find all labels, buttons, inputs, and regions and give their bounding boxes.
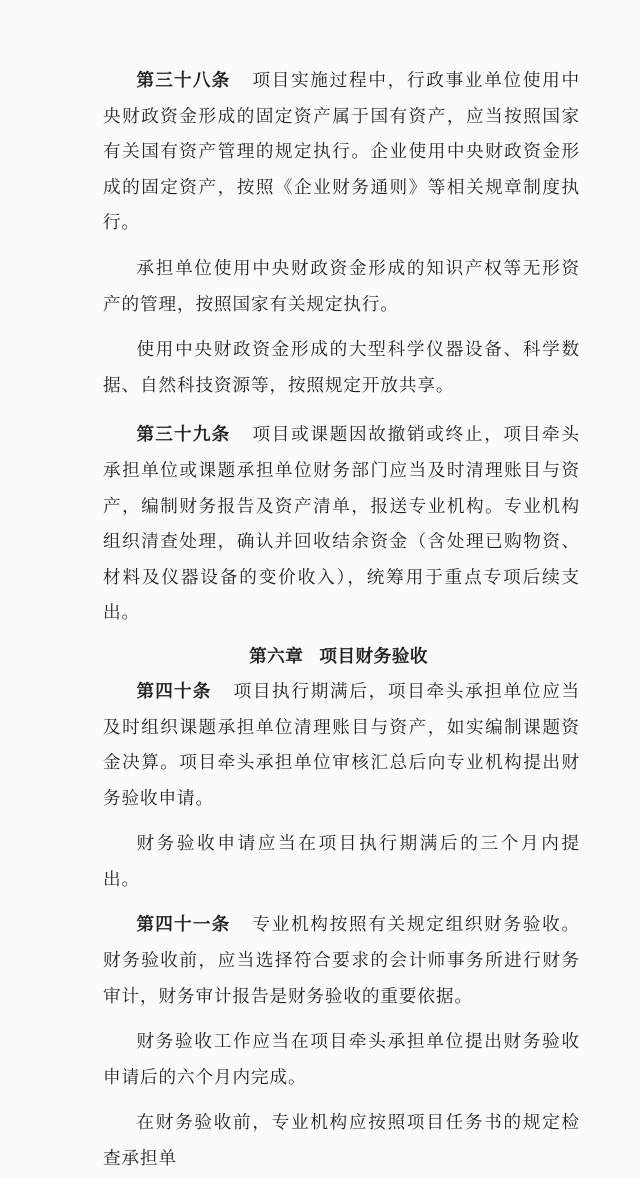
article-41-paragraph-3: 在财务验收前，专业机构应按照项目任务书的规定检查承担单 [103,1113,580,1170]
chapter-number: 第六章 [249,646,304,667]
article-40-text: 项目执行期满后，项目牵头承担单位应当及时组织课题承担单位清理账目与资产，如实编制课题资金决算。项目牵头承担单位审核汇总后向专业机构提出财务验收申请。 [103,681,580,809]
article-39-label: 第三十九条 [136,425,231,446]
article-38-paragraph-3: 使用中央财政资金形成的大型科学仪器设备、科学数据、自然科技资源等，按照规定开放共享。 [103,340,580,396]
article-38-paragraph-2: 承担单位使用中央财政资金形成的知识产权等无形资产的管理，按照国家有关规定执行。 [103,258,580,315]
chapter-title: 项目财务验收 [319,646,428,667]
article-41 [103,908,580,1015]
article-41-paragraph-2: 财务验收工作应当在项目牵头承担单位提出财务验收申请后的六个月内完成。 [103,1032,580,1088]
article-40-label: 第四十条 [136,681,212,702]
article-38 [103,64,580,242]
article-40 [103,675,580,817]
article-39-text: 项目或课题因故撤销或终止，项目牵头承担单位或课题承担单位财务部门应当及时清理账目与资产，编制财务报告及资产清单，报送专业机构。专业机构组织清查处理，确认并回收结余资金（含处理已购物资、材料及仪器设备的变价收入），统筹用于重点专项后续支出。 [103,425,580,624]
article-40-paragraph-2: 财务验收申请应当在项目执行期满后的三个月内提出。 [103,834,580,890]
article-41-label: 第四十一条 [136,915,231,936]
article-38-label: 第三十八条 [136,71,231,91]
article-38-text: 项目实施过程中，行政事业单位使用中央财政资金形成的固定资产属于国有资产，应当按照国家有关国有资产管理的规定执行。企业使用中央财政资金形成的固定资产，按照《企业财务通则》等相关规章制度执行。 [103,71,580,234]
chapter-heading [103,640,580,675]
article-39 [103,418,580,632]
article-41-text: 专业机构按照有关规定组织财务验收。财务验收前，应当选择符合要求的会计师事务所进行财务审计，财务审计报告是财务验收的重要依据。 [103,915,580,1007]
